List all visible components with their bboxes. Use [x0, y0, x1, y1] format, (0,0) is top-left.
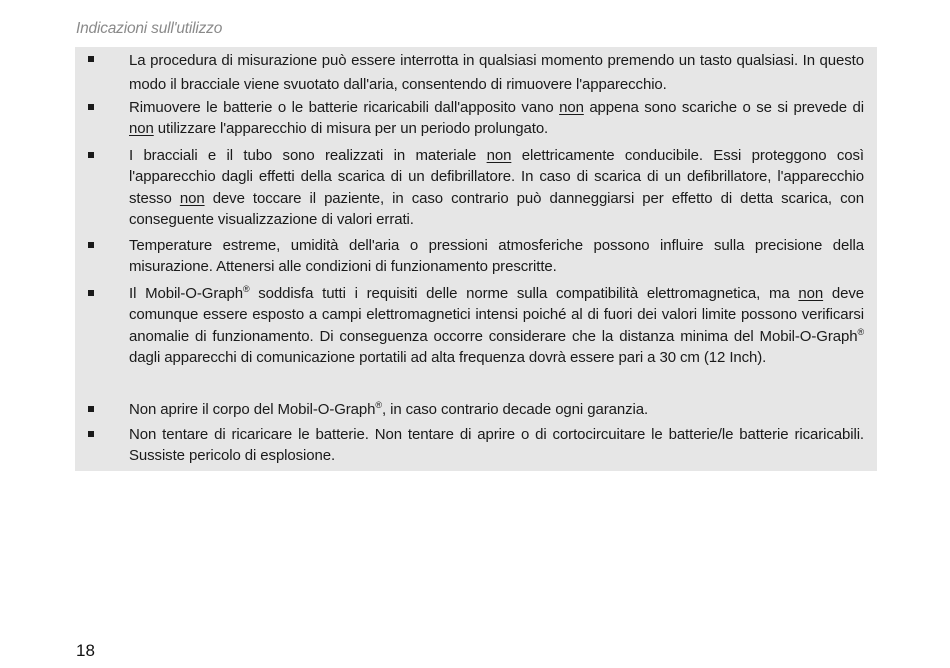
emphasis-non: non	[129, 120, 154, 138]
item-text: Temperature estreme, umidità dell'aria o pressioni atmosferiche possono influire sulla precisione della misurazione. Attenersi alle condizioni di funzionamento prescritte.	[129, 237, 864, 276]
bullet-icon	[88, 290, 94, 296]
item-text: La procedura di misurazione può essere interrotta in qualsiasi momento premendo un tasto qualsiasi. In questo modo il bracciale viene svuotato dall'aria, consentendo di rimuovere l'apparecchio.	[129, 52, 864, 93]
bullet-icon	[88, 431, 94, 437]
bullet-icon	[88, 104, 94, 110]
item-text: Non tentare di ricaricare le batterie. Non tentare di aprire o di cortocircuitare le batterie/le batterie ricaricabili. Sussiste pericolo di esplosione.	[129, 426, 864, 465]
item-text: Rimuovere le batterie o le batterie ricaricabili dall'apposito vano non appena sono scariche o se si prevede di non utilizzare l'apparecchio di misura per un periodo prolungato.	[129, 99, 864, 138]
bullet-icon	[88, 242, 94, 248]
emphasis-non: non	[559, 99, 584, 116]
item-text: I bracciali e il tubo sono realizzati in materiale non elettricamente conducibile. Essi proteggono così l'apparecchio dagli effetti della scarica di un defibrillatore. In caso di scarica di un defibrillatore, l'apparecchio stesso non deve toccare il paziente, in caso contrario può danneggiarsi per effetto di detta scarica, con conseguente visualizzazione di valori errati.	[129, 147, 864, 228]
emphasis-non: non	[798, 285, 824, 302]
item-text: Il Mobil-O-Graph® soddisfa tutti i requisiti delle norme sulla compatibilità elettromagnetica, ma non deve comunque essere esposto a campi elettromagnetici intensi poiché al di fuori dei valori limite possono verificarsi anomalie di funzionamento. Di conseguenza occorre considerare che la distanza minima del Mobil-O-Graph® dagli apparecchi di comunicazione portatili ad alta frequenza dovrà essere pari a 30 cm (12 Inch).	[129, 284, 865, 366]
emphasis-non: non	[179, 189, 205, 207]
registered-mark: ®	[375, 400, 382, 410]
bullet-icon	[88, 56, 94, 62]
warnings-panel	[75, 47, 877, 471]
bullet-icon	[88, 152, 94, 158]
section-header: Indicazioni sull'utilizzo	[76, 20, 223, 37]
item-text: Non aprire il corpo del Mobil-O-Graph®, in caso contrario decade ogni garanzia.	[129, 400, 649, 418]
page-number: 18	[76, 641, 95, 660]
registered-mark: ®	[242, 284, 250, 294]
emphasis-non: non	[486, 147, 512, 164]
bullet-icon	[88, 406, 94, 412]
registered-mark: ®	[857, 326, 864, 337]
